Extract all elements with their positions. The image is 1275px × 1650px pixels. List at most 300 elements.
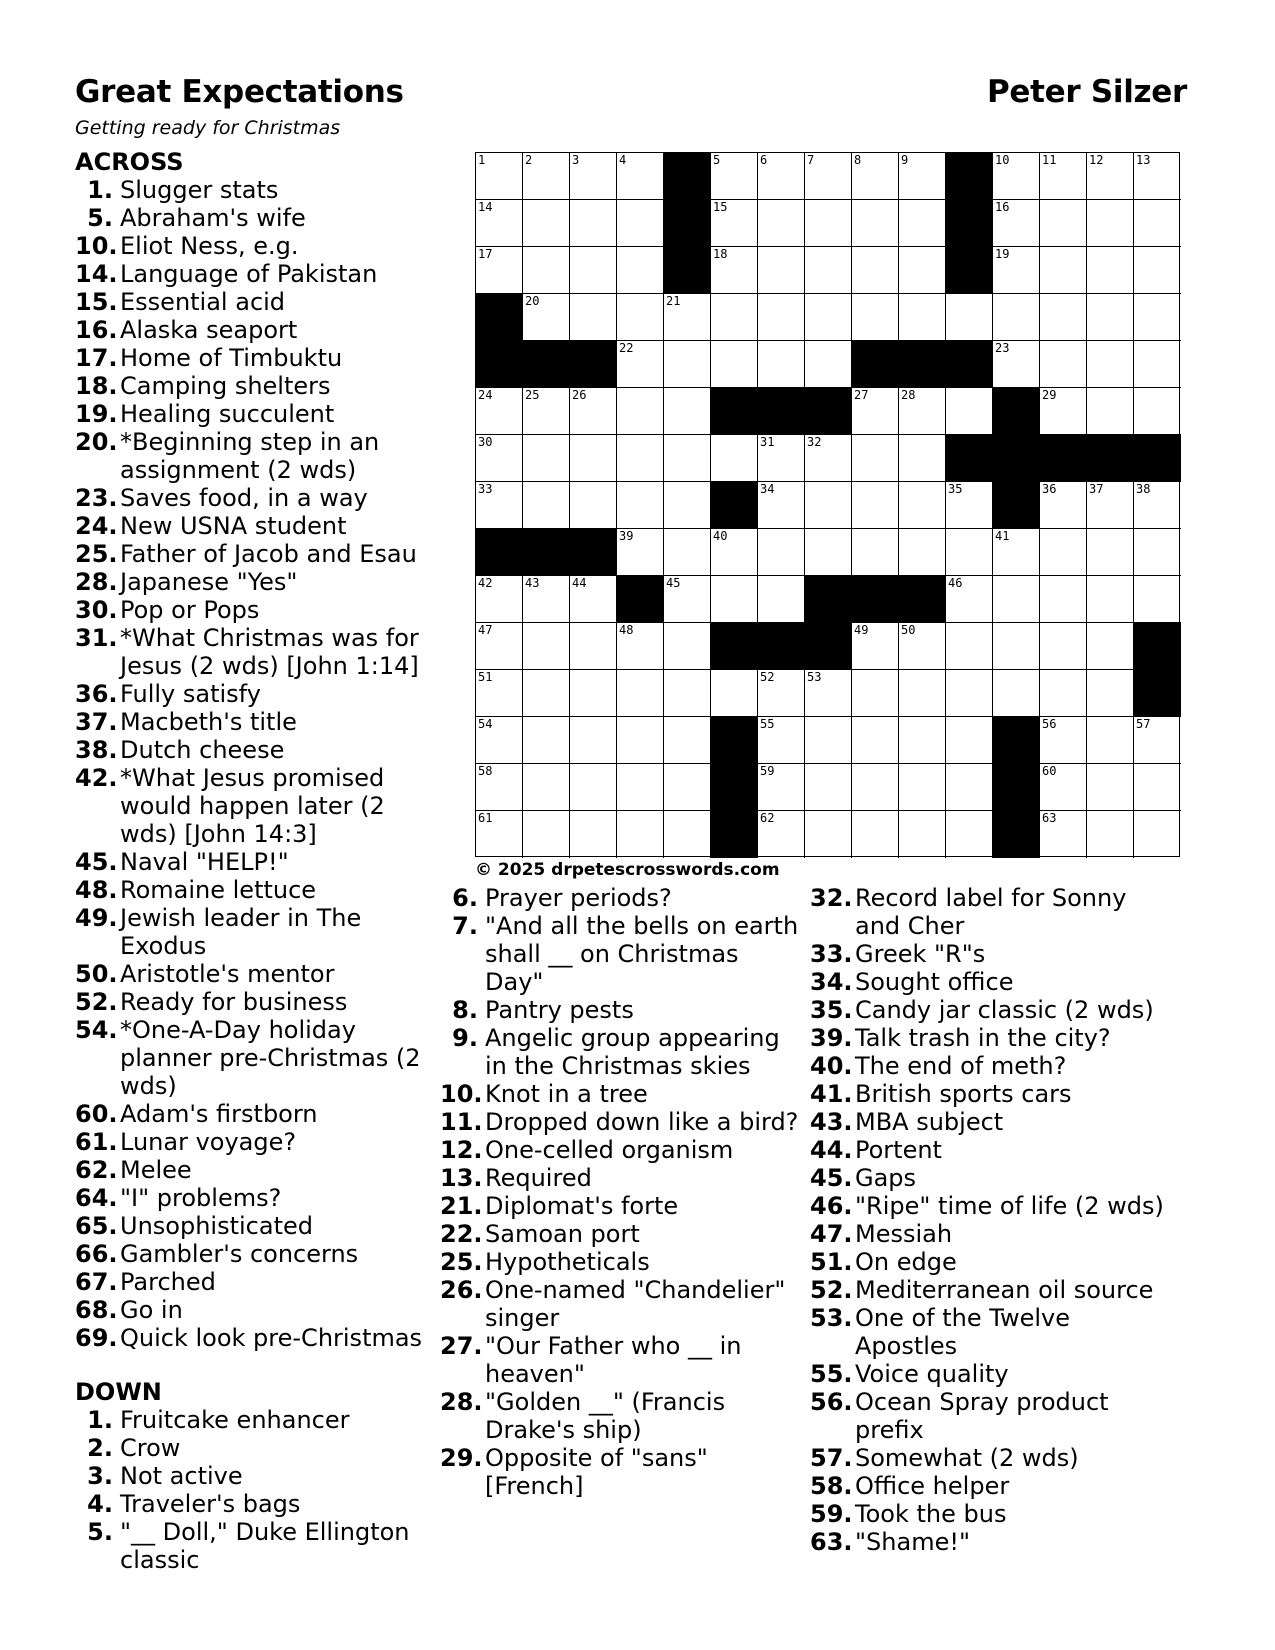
grid-cell[interactable] <box>1087 153 1134 200</box>
clue-text: Language of Pakistan <box>120 260 378 288</box>
grid-block <box>805 623 852 670</box>
grid-cell[interactable] <box>1134 764 1181 811</box>
clue-text: Mediterranean oil source <box>855 1276 1154 1304</box>
cell-number: 57 <box>1136 717 1151 731</box>
clue-number: 43. <box>810 1108 853 1136</box>
grid-cell[interactable] <box>1087 811 1134 858</box>
grid-cell[interactable] <box>664 811 711 858</box>
cell-number: 51 <box>478 670 493 684</box>
clue-item <box>810 1136 1170 1164</box>
grid-cell[interactable] <box>617 388 664 435</box>
grid-cell[interactable] <box>805 670 852 717</box>
grid-cell[interactable] <box>617 764 664 811</box>
clue-item <box>75 1016 445 1100</box>
grid-cell[interactable] <box>711 576 758 623</box>
grid-cell[interactable] <box>805 482 852 529</box>
cell-number: 49 <box>854 623 869 637</box>
grid-cell[interactable] <box>805 811 852 858</box>
puzzle-title: Great Expectations <box>75 74 404 110</box>
grid-cell[interactable] <box>946 294 993 341</box>
clue-number: 42. <box>75 764 118 792</box>
grid-cell[interactable] <box>899 200 946 247</box>
grid-cell[interactable] <box>476 435 523 482</box>
grid-cell[interactable] <box>1040 482 1087 529</box>
cell-number: 53 <box>807 670 822 684</box>
grid-cell[interactable] <box>1087 764 1134 811</box>
grid-cell[interactable] <box>758 482 805 529</box>
grid-cell[interactable] <box>664 341 711 388</box>
grid-cell[interactable] <box>805 341 852 388</box>
grid-cell[interactable] <box>1087 717 1134 764</box>
grid-cell[interactable] <box>852 529 899 576</box>
puzzle-author: Peter Silzer <box>986 74 1187 110</box>
grid-block <box>711 388 758 435</box>
grid-cell[interactable] <box>805 435 852 482</box>
clue-item <box>810 1500 1170 1528</box>
grid-block <box>805 576 852 623</box>
down-clue-list-1 <box>75 1406 445 1574</box>
clue-item <box>810 1528 1170 1556</box>
grid-cell[interactable] <box>758 341 805 388</box>
grid-block <box>758 388 805 435</box>
cell-number: 11 <box>1042 153 1057 167</box>
grid-block <box>993 388 1040 435</box>
grid-block <box>664 153 711 200</box>
grid-cell[interactable] <box>664 576 711 623</box>
grid-cell[interactable] <box>711 200 758 247</box>
cell-number: 39 <box>619 529 634 543</box>
grid-cell[interactable] <box>570 670 617 717</box>
grid-cell[interactable] <box>523 670 570 717</box>
grid-cell[interactable] <box>523 435 570 482</box>
grid-cell[interactable] <box>899 717 946 764</box>
grid-cell[interactable] <box>617 435 664 482</box>
clue-text: "And all the bells on earth shall __ on Christmas Day" <box>485 912 799 996</box>
clue-number: 15. <box>75 288 118 316</box>
grid-cell[interactable] <box>711 247 758 294</box>
grid-cell[interactable] <box>570 811 617 858</box>
grid-cell[interactable] <box>1134 341 1181 388</box>
grid-cell[interactable] <box>805 200 852 247</box>
clue-item <box>440 884 800 912</box>
clue-number: 40. <box>810 1052 853 1080</box>
grid-cell[interactable] <box>852 294 899 341</box>
clue-item <box>75 372 445 400</box>
grid-cell[interactable] <box>1134 482 1181 529</box>
puzzle-subtitle: Getting ready for Christmas <box>75 117 341 139</box>
clue-number: 55. <box>810 1360 853 1388</box>
grid-cell[interactable] <box>476 717 523 764</box>
crossword-grid[interactable] <box>475 152 1180 857</box>
clue-text: Angelic group appearing in the Christmas skies <box>485 1024 780 1080</box>
grid-cell[interactable] <box>1040 811 1087 858</box>
clue-text: Portent <box>855 1136 942 1164</box>
cell-number: 56 <box>1042 717 1057 731</box>
clue-text: Healing succulent <box>120 400 335 428</box>
grid-cell[interactable] <box>899 294 946 341</box>
clue-text: The end of meth? <box>855 1052 1067 1080</box>
grid-cell[interactable] <box>711 294 758 341</box>
grid-cell[interactable] <box>476 247 523 294</box>
clue-number: 30. <box>75 596 118 624</box>
grid-cell[interactable] <box>570 764 617 811</box>
cell-number: 47 <box>478 623 493 637</box>
grid-cell[interactable] <box>1087 294 1134 341</box>
grid-cell[interactable] <box>899 764 946 811</box>
grid-cell[interactable] <box>1040 764 1087 811</box>
grid-cell[interactable] <box>1134 294 1181 341</box>
grid-cell[interactable] <box>476 811 523 858</box>
clue-number: 29. <box>440 1444 483 1472</box>
clue-text: Gambler's concerns <box>120 1240 359 1268</box>
grid-cell[interactable] <box>899 670 946 717</box>
grid-cell[interactable] <box>1134 576 1181 623</box>
grid-cell[interactable] <box>852 670 899 717</box>
grid-cell[interactable] <box>664 670 711 717</box>
grid-cell[interactable] <box>805 294 852 341</box>
clue-item <box>810 1276 1170 1304</box>
grid-cell[interactable] <box>946 764 993 811</box>
grid-cell[interactable] <box>852 153 899 200</box>
clue-number: 10. <box>75 232 118 260</box>
clue-text: Adam's firstborn <box>120 1100 318 1128</box>
grid-cell[interactable] <box>523 482 570 529</box>
grid-cell[interactable] <box>805 153 852 200</box>
clue-text: Office helper <box>855 1472 1010 1500</box>
clue-text: Eliot Ness, e.g. <box>120 232 299 260</box>
clue-text: Prayer periods? <box>485 884 672 912</box>
clue-item <box>810 884 1170 940</box>
grid-block <box>476 529 523 576</box>
grid-cell[interactable] <box>899 529 946 576</box>
grid-cell[interactable] <box>899 811 946 858</box>
clue-item <box>75 344 445 372</box>
grid-cell[interactable] <box>993 623 1040 670</box>
clue-text: "I" problems? <box>120 1184 282 1212</box>
clue-item <box>75 484 445 512</box>
grid-block <box>523 341 570 388</box>
grid-block <box>711 717 758 764</box>
clue-item <box>75 1128 445 1156</box>
grid-cell[interactable] <box>617 153 664 200</box>
grid-cell[interactable] <box>899 482 946 529</box>
cell-number: 2 <box>525 153 533 167</box>
clue-number: 68. <box>75 1296 118 1324</box>
clue-number: 49. <box>75 904 118 932</box>
grid-cell[interactable] <box>617 341 664 388</box>
clue-number: 52. <box>75 988 118 1016</box>
grid-cell[interactable] <box>476 388 523 435</box>
grid-cell[interactable] <box>899 623 946 670</box>
grid-cell[interactable] <box>1134 811 1181 858</box>
grid-cell[interactable] <box>1087 341 1134 388</box>
grid-cell[interactable] <box>523 247 570 294</box>
clue-text: Lunar voyage? <box>120 1128 297 1156</box>
grid-cell[interactable] <box>1040 341 1087 388</box>
grid-cell[interactable] <box>758 576 805 623</box>
grid-cell[interactable] <box>993 341 1040 388</box>
grid-cell[interactable] <box>570 200 617 247</box>
grid-cell[interactable] <box>1040 153 1087 200</box>
grid-cell[interactable] <box>758 200 805 247</box>
clue-number: 52. <box>810 1276 853 1304</box>
grid-cell[interactable] <box>758 670 805 717</box>
grid-cell[interactable] <box>1040 529 1087 576</box>
grid-cell[interactable] <box>758 294 805 341</box>
grid-cell[interactable] <box>1040 388 1087 435</box>
grid-cell[interactable] <box>523 717 570 764</box>
grid-cell[interactable] <box>852 247 899 294</box>
cell-number: 42 <box>478 576 493 590</box>
grid-cell[interactable] <box>946 623 993 670</box>
grid-cell[interactable] <box>617 717 664 764</box>
grid-cell[interactable] <box>805 717 852 764</box>
grid-cell[interactable] <box>617 482 664 529</box>
grid-cell[interactable] <box>946 482 993 529</box>
grid-block <box>946 200 993 247</box>
clue-number: 27. <box>440 1332 483 1360</box>
clue-number: 47. <box>810 1220 853 1248</box>
grid-cell[interactable] <box>617 811 664 858</box>
grid-cell[interactable] <box>852 764 899 811</box>
grid-cell[interactable] <box>852 482 899 529</box>
grid-cell[interactable] <box>758 153 805 200</box>
clue-item <box>440 1024 800 1080</box>
grid-cell[interactable] <box>523 388 570 435</box>
grid-cell[interactable] <box>1087 623 1134 670</box>
grid-cell[interactable] <box>711 435 758 482</box>
grid-cell[interactable] <box>758 435 805 482</box>
grid-cell[interactable] <box>805 529 852 576</box>
grid-cell[interactable] <box>1134 388 1181 435</box>
grid-cell[interactable] <box>476 576 523 623</box>
grid-cell[interactable] <box>758 529 805 576</box>
clue-column-right <box>810 884 1170 1556</box>
grid-cell[interactable] <box>852 388 899 435</box>
grid-cell[interactable] <box>664 529 711 576</box>
clue-item <box>75 1296 445 1324</box>
grid-cell[interactable] <box>1040 294 1087 341</box>
grid-cell[interactable] <box>664 764 711 811</box>
clue-text: Crow <box>120 1434 181 1462</box>
grid-cell[interactable] <box>993 294 1040 341</box>
grid-cell[interactable] <box>476 200 523 247</box>
grid-cell[interactable] <box>993 153 1040 200</box>
clue-number: 25. <box>75 540 118 568</box>
grid-cell[interactable] <box>570 388 617 435</box>
clue-number: 45. <box>810 1164 853 1192</box>
clue-number: 33. <box>810 940 853 968</box>
clue-text: "__ Doll," Duke Ellington classic <box>120 1518 410 1574</box>
grid-cell[interactable] <box>617 200 664 247</box>
grid-cell[interactable] <box>1040 623 1087 670</box>
clue-text: "Ripe" time of life (2 wds) <box>855 1192 1164 1220</box>
grid-cell[interactable] <box>993 247 1040 294</box>
grid-cell[interactable] <box>664 435 711 482</box>
grid-cell[interactable] <box>946 717 993 764</box>
grid-cell[interactable] <box>852 811 899 858</box>
grid-cell[interactable] <box>946 670 993 717</box>
grid-cell[interactable] <box>899 435 946 482</box>
grid-cell[interactable] <box>476 670 523 717</box>
cell-number: 43 <box>525 576 540 590</box>
grid-cell[interactable] <box>476 482 523 529</box>
grid-cell[interactable] <box>899 388 946 435</box>
grid-cell[interactable] <box>758 811 805 858</box>
grid-cell[interactable] <box>899 247 946 294</box>
cell-number: 9 <box>901 153 909 167</box>
grid-cell[interactable] <box>946 529 993 576</box>
grid-cell[interactable] <box>664 623 711 670</box>
clue-item <box>810 940 1170 968</box>
clue-number: 66. <box>75 1240 118 1268</box>
grid-cell[interactable] <box>664 294 711 341</box>
clue-text: Pop or Pops <box>120 596 260 624</box>
clue-item <box>440 996 800 1024</box>
grid-cell[interactable] <box>476 623 523 670</box>
grid-cell[interactable] <box>617 670 664 717</box>
grid-cell[interactable] <box>993 529 1040 576</box>
clue-item <box>810 1024 1170 1052</box>
grid-cell[interactable] <box>1134 200 1181 247</box>
clue-item <box>440 1388 800 1444</box>
clue-text: Samoan port <box>485 1220 640 1248</box>
grid-cell[interactable] <box>570 717 617 764</box>
clue-number: 50. <box>75 960 118 988</box>
grid-cell[interactable] <box>852 623 899 670</box>
clue-number: 46. <box>810 1192 853 1220</box>
grid-cell[interactable] <box>1040 670 1087 717</box>
grid-cell[interactable] <box>946 388 993 435</box>
grid-cell[interactable] <box>1134 717 1181 764</box>
cell-number: 10 <box>995 153 1010 167</box>
clue-text: On edge <box>855 1248 957 1276</box>
grid-cell[interactable] <box>852 717 899 764</box>
grid-cell[interactable] <box>805 764 852 811</box>
clue-item <box>75 1268 445 1296</box>
grid-cell[interactable] <box>523 153 570 200</box>
clue-text: Messiah <box>855 1220 953 1248</box>
grid-cell[interactable] <box>664 717 711 764</box>
grid-cell[interactable] <box>1040 200 1087 247</box>
grid-cell[interactable] <box>523 294 570 341</box>
clue-number: 59. <box>810 1500 853 1528</box>
grid-cell[interactable] <box>1087 200 1134 247</box>
grid-cell[interactable] <box>570 247 617 294</box>
grid-cell[interactable] <box>1040 576 1087 623</box>
down-clue-list-3 <box>810 884 1170 1556</box>
grid-cell[interactable] <box>1134 529 1181 576</box>
cell-number: 61 <box>478 811 493 825</box>
grid-cell[interactable] <box>1087 529 1134 576</box>
cell-number: 55 <box>760 717 775 731</box>
grid-cell[interactable] <box>711 341 758 388</box>
clue-text: Abraham's wife <box>120 204 306 232</box>
grid-cell[interactable] <box>617 247 664 294</box>
clue-text: Knot in a tree <box>485 1080 648 1108</box>
grid-cell[interactable] <box>664 388 711 435</box>
cell-number: 24 <box>478 388 493 402</box>
clue-text: Essential acid <box>120 288 286 316</box>
grid-cell[interactable] <box>993 576 1040 623</box>
clue-text: Candy jar classic (2 wds) <box>855 996 1154 1024</box>
grid-cell[interactable] <box>1087 670 1134 717</box>
grid-cell[interactable] <box>523 764 570 811</box>
grid-cell[interactable] <box>570 294 617 341</box>
grid-cell[interactable] <box>758 764 805 811</box>
clue-text: New USNA student <box>120 512 347 540</box>
grid-cell[interactable] <box>805 247 852 294</box>
cell-number: 63 <box>1042 811 1057 825</box>
grid-cell[interactable] <box>617 529 664 576</box>
cell-number: 45 <box>666 576 681 590</box>
clue-item <box>75 568 445 596</box>
grid-cell[interactable] <box>852 200 899 247</box>
clue-number: 35. <box>810 996 853 1024</box>
grid-cell[interactable] <box>1134 247 1181 294</box>
grid-cell[interactable] <box>570 482 617 529</box>
clue-item <box>75 400 445 428</box>
grid-cell[interactable] <box>711 153 758 200</box>
grid-cell[interactable] <box>570 435 617 482</box>
grid-cell[interactable] <box>758 247 805 294</box>
clue-number: 4. <box>87 1490 113 1518</box>
grid-cell[interactable] <box>899 153 946 200</box>
grid-cell[interactable] <box>1087 576 1134 623</box>
grid-cell[interactable] <box>523 576 570 623</box>
clue-item <box>75 288 445 316</box>
grid-cell[interactable] <box>993 200 1040 247</box>
clue-number: 62. <box>75 1156 118 1184</box>
clue-item <box>810 1444 1170 1472</box>
grid-cell[interactable] <box>523 811 570 858</box>
grid-cell[interactable] <box>1087 482 1134 529</box>
clue-item <box>810 968 1170 996</box>
grid-cell[interactable] <box>617 294 664 341</box>
grid-cell[interactable] <box>993 670 1040 717</box>
clue-text: Alaska seaport <box>120 316 298 344</box>
grid-cell[interactable] <box>1134 153 1181 200</box>
grid-cell[interactable] <box>711 670 758 717</box>
grid-cell[interactable] <box>1040 717 1087 764</box>
grid-cell[interactable] <box>523 623 570 670</box>
grid-cell[interactable] <box>570 153 617 200</box>
clue-item <box>440 1164 800 1192</box>
grid-cell[interactable] <box>570 576 617 623</box>
grid-cell[interactable] <box>711 529 758 576</box>
grid-cell[interactable] <box>1087 247 1134 294</box>
grid-cell[interactable] <box>570 623 617 670</box>
grid-cell[interactable] <box>758 717 805 764</box>
grid-cell[interactable] <box>1087 388 1134 435</box>
grid-cell[interactable] <box>617 623 664 670</box>
grid-cell[interactable] <box>476 153 523 200</box>
clue-item <box>440 912 800 996</box>
clue-item <box>75 1156 445 1184</box>
cell-number: 29 <box>1042 388 1057 402</box>
grid-cell[interactable] <box>523 200 570 247</box>
grid-cell[interactable] <box>946 811 993 858</box>
clue-text: One-named "Chandelier" singer <box>485 1276 786 1332</box>
grid-cell[interactable] <box>476 764 523 811</box>
grid-cell[interactable] <box>852 435 899 482</box>
clue-text: Opposite of "sans" [French] <box>485 1444 708 1500</box>
clue-number: 1. <box>87 176 113 204</box>
grid-cell[interactable] <box>664 482 711 529</box>
grid-cell[interactable] <box>946 576 993 623</box>
clue-text: Go in <box>120 1296 183 1324</box>
grid-cell[interactable] <box>1040 247 1087 294</box>
